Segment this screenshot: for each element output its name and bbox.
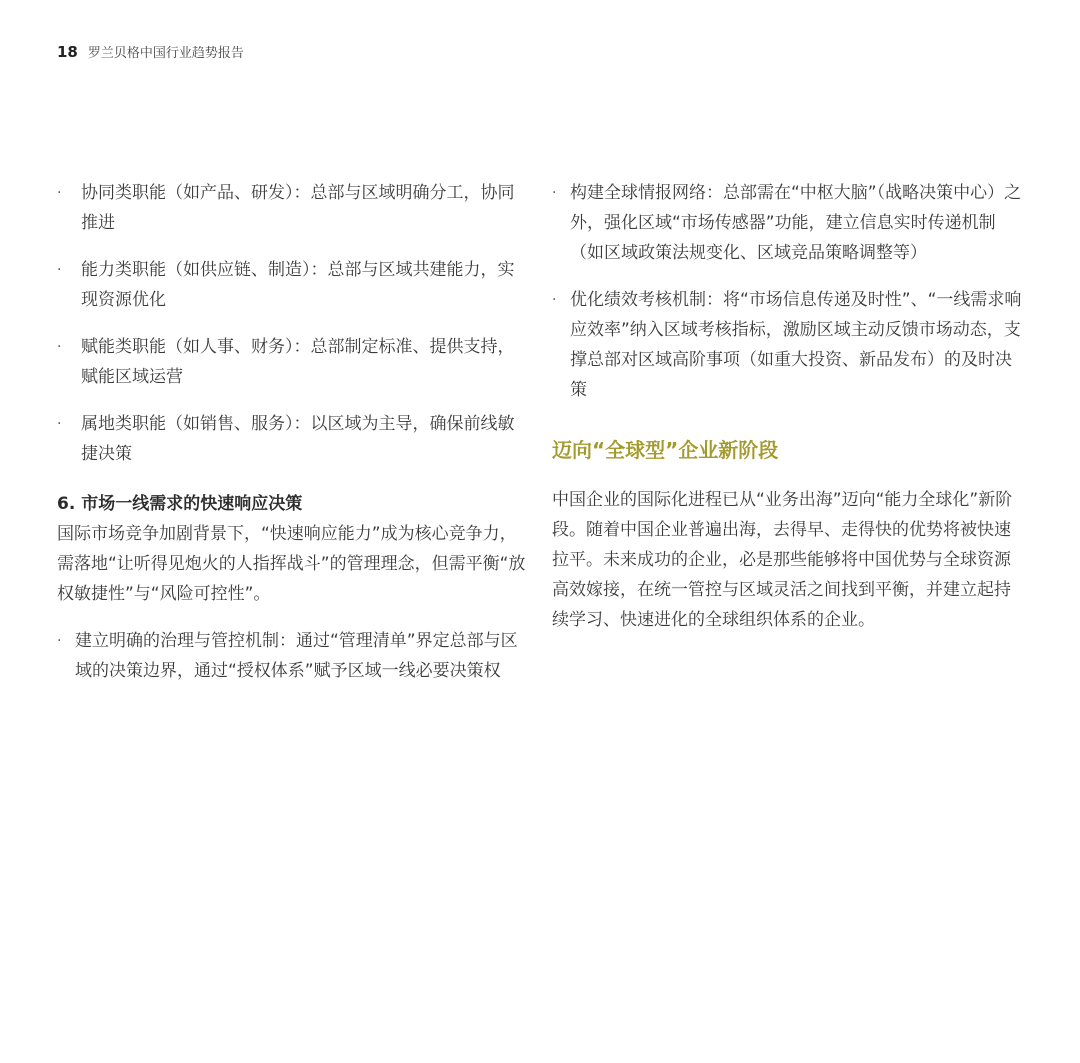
bullet-icon: · bbox=[552, 185, 557, 201]
bullet-icon: · bbox=[57, 262, 62, 278]
accent-section-heading: 迈向“全球型”企业新阶段 bbox=[552, 438, 779, 462]
list-item-text: 构建全球情报网络：总部需在“中枢大脑”（战略决策中心）之外，强化区域“市场传感器”功能，建立信息实时传递机制（如区域政策法规变化、区域竞品策略调整等） bbox=[570, 183, 1022, 263]
list-item-text: 赋能类职能（如人事、财务）：总部制定标准、提供支持，赋能区域运营 bbox=[81, 337, 515, 387]
bullet-icon: · bbox=[57, 416, 62, 432]
list-item bbox=[57, 626, 527, 686]
list-item bbox=[552, 178, 1024, 268]
function-bullet-list bbox=[57, 178, 527, 469]
list-item-text: 属地类职能（如销售、服务）：以区域为主导，确保前线敏捷决策 bbox=[81, 414, 515, 464]
governance-bullet-list bbox=[57, 626, 527, 686]
list-item bbox=[57, 409, 527, 469]
left-column bbox=[57, 178, 527, 703]
list-item bbox=[552, 285, 1024, 405]
bullet-icon: · bbox=[57, 633, 62, 649]
section-paragraph: 国际市场竞争加剧背景下，“快速响应能力”成为核心竞争力，需落地“让听得见炮火的人指挥战斗”的管理理念，但需平衡“放权敏捷性”与“风险可控性”。 bbox=[57, 524, 526, 604]
list-item-text: 优化绩效考核机制：将“市场信息传递及时性”、“一线需求响应效率”纳入区域考核指标，激励区域主动反馈市场动态，支撑总部对区域高阶事项（如重大投资、新品发布）的及时决策 bbox=[570, 290, 1022, 400]
bullet-icon: · bbox=[552, 292, 557, 308]
list-item bbox=[57, 255, 527, 315]
bullet-icon: · bbox=[57, 185, 62, 201]
right-column bbox=[552, 178, 1024, 652]
section-heading: 6. 市场一线需求的快速响应决策 bbox=[57, 494, 303, 514]
bullet-icon: · bbox=[57, 339, 62, 355]
list-item-text: 能力类职能（如供应链、制造）：总部与区域共建能力，实现资源优化 bbox=[81, 260, 515, 310]
page-number: 18 bbox=[57, 43, 78, 61]
page-header bbox=[57, 42, 244, 61]
mechanism-bullet-list bbox=[552, 178, 1024, 405]
list-item bbox=[57, 332, 527, 392]
report-title: 罗兰贝格中国行业趋势报告 bbox=[87, 46, 244, 61]
closing-paragraph: 中国企业的国际化进程已从“业务出海”迈向“能力全球化”新阶段。随着中国企业普遍出海，去得早、走得快的优势将被快速拉平。未来成功的企业，必是那些能够将中国优势与全球资源高效嫁接，在统一管控与区域灵活之间找到平衡，并建立起持续学习、快速进化的全球组织体系的企业。 bbox=[552, 490, 1013, 630]
list-item-text: 协同类职能（如产品、研发）：总部与区域明确分工，协同推进 bbox=[81, 183, 515, 233]
list-item-text: 建立明确的治理与管控机制：通过“管理清单”界定总部与区域的决策边界，通过“授权体系”赋予区域一线必要决策权 bbox=[75, 631, 518, 681]
list-item bbox=[57, 178, 527, 238]
